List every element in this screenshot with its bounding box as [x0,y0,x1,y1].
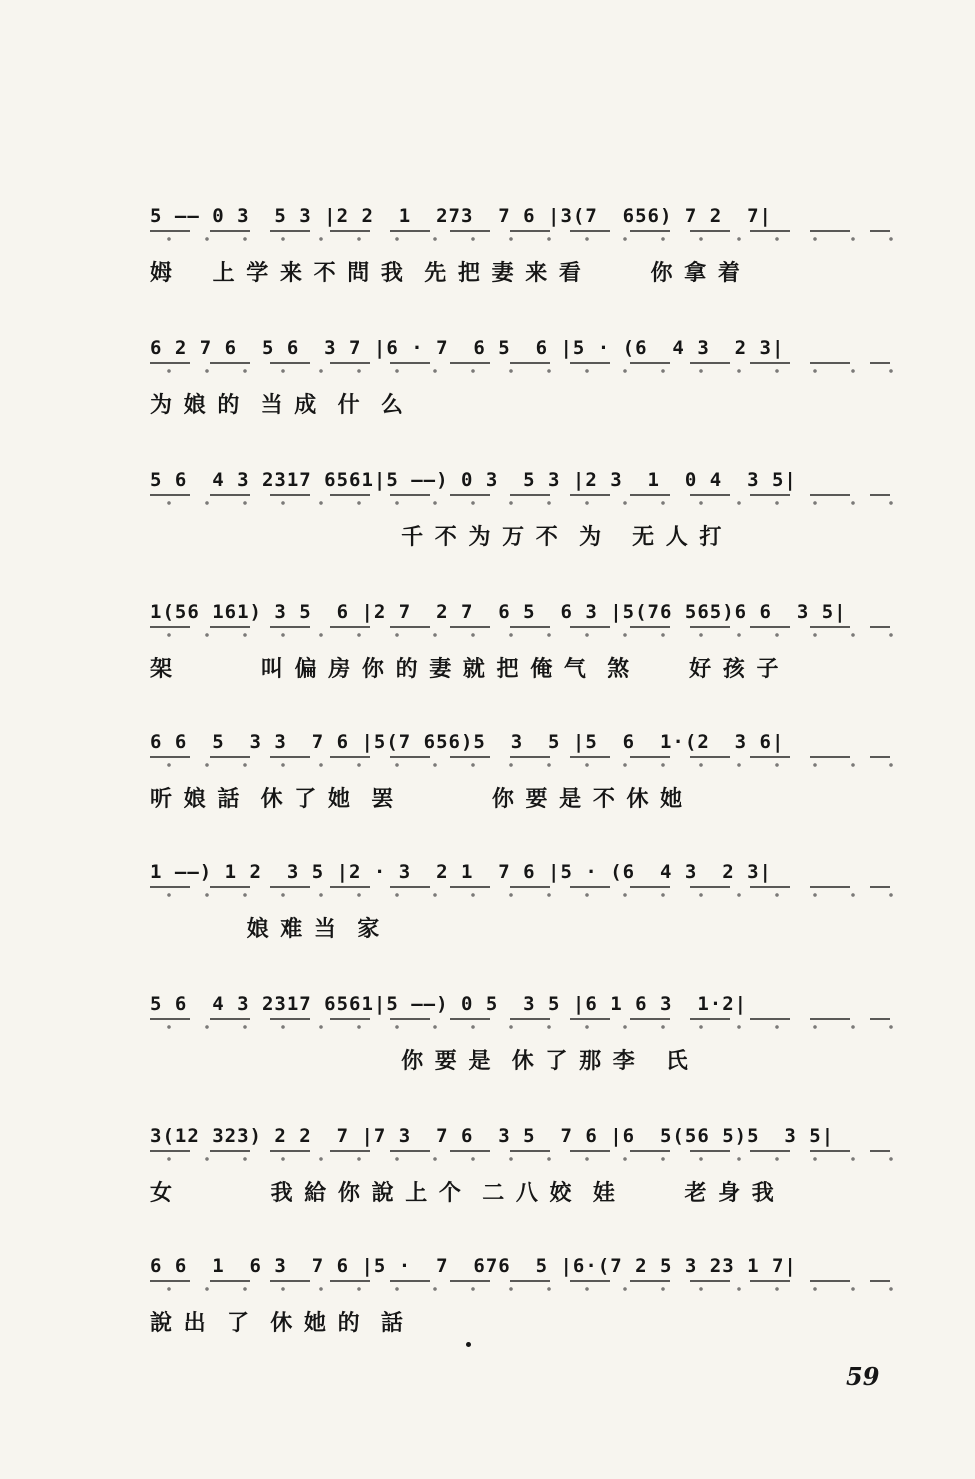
beam-lines [150,1018,890,1020]
lyric-line: 听 娘 話 休 了 她 罢 你 要 是 不 休 她 [150,786,685,812]
beam-lines [150,230,890,232]
lyric-line: 女 我 給 你 說 上 个 二 八 姣 娃 老 身 我 [150,1180,776,1206]
beam-lines [150,1280,890,1282]
octave-dots [150,366,910,376]
notation-line: 6 2 7 6 5 6 3 7 |6 · 7 6 5 6 |5 · (6 4 3 2 3| [150,337,785,359]
lyric-line: 千 不 为 万 不 为 无 人 打 [150,524,724,550]
octave-dots [150,1154,910,1164]
lyric-line: 娘 难 当 家 [150,916,382,942]
beam-lines [150,1150,890,1152]
score-system-4 [150,592,910,702]
lyric-line: 姆 上 学 来 不 問 我 先 把 妻 来 看 你 拿 着 [150,260,742,286]
octave-dots [150,1284,910,1294]
beam-lines [150,626,890,628]
lyric-line: 为 娘 的 当 成 什 么 [150,392,405,418]
notation-line: 5 6 4 3 2317 6561|5 ——) 0 3 5 3 |2 3 1 0 4 3 5| [150,469,797,491]
octave-dots [150,1022,910,1032]
notation-line: 3(12 323) 2 2 7 |7 3 7 6 3 5 7 6 |6 5(56 5)5 3 5| [150,1125,835,1147]
notation-line: 6 6 1 6 3 7 6 |5 · 7 676 5 |6·(7 2 5 3 23 1 7| [150,1255,797,1277]
beam-lines [150,494,890,496]
octave-dots [150,498,910,508]
notation-line: 1 ——) 1 2 3 5 |2 · 3 2 1 7 6 |5 · (6 4 3 2 3| [150,861,772,883]
beam-lines [150,886,890,888]
score-system-2 [150,328,910,438]
octave-dots [150,630,910,640]
notation-line: 5 6 4 3 2317 6561|5 ——) 0 5 3 5 |6 1 6 3 1·2| [150,993,748,1015]
beam-lines [150,362,890,364]
notation-line: 6 6 5 3 3 7 6 |5(7 656)5 3 5 |5 6 1·(2 3 6| [150,731,785,753]
score-system-7 [150,984,910,1094]
octave-dots [150,890,910,900]
lyric-line: 架 叫 偏 房 你 的 妻 就 把 俺 气 煞 好 孩 子 [150,656,781,682]
score-system-8 [150,1116,910,1226]
page-number: 59 [846,1362,880,1391]
score-system-1 [150,196,910,306]
notation-line: 1(56 161) 3 5 6 |2 7 2 7 6 5 6 3 |5(76 565)6 6 3 5| [150,601,847,623]
score-system-6 [150,852,910,962]
octave-dots [150,760,910,770]
octave-dots [150,234,910,244]
notation-line: 5 —— 0 3 5 3 |2 2 1 273 7 6 |3(7 656) 7 2 7| [150,205,772,227]
score-system-9 [150,1246,910,1356]
lyric-line: 說 出 了 休 她 的 話 [150,1310,405,1336]
score-system-5 [150,722,910,832]
lyric-line: 你 要 是 休 了 那 李 氏 [150,1048,690,1074]
score-system-3 [150,460,910,570]
beam-lines [150,756,890,758]
ink-dot [466,1342,471,1347]
